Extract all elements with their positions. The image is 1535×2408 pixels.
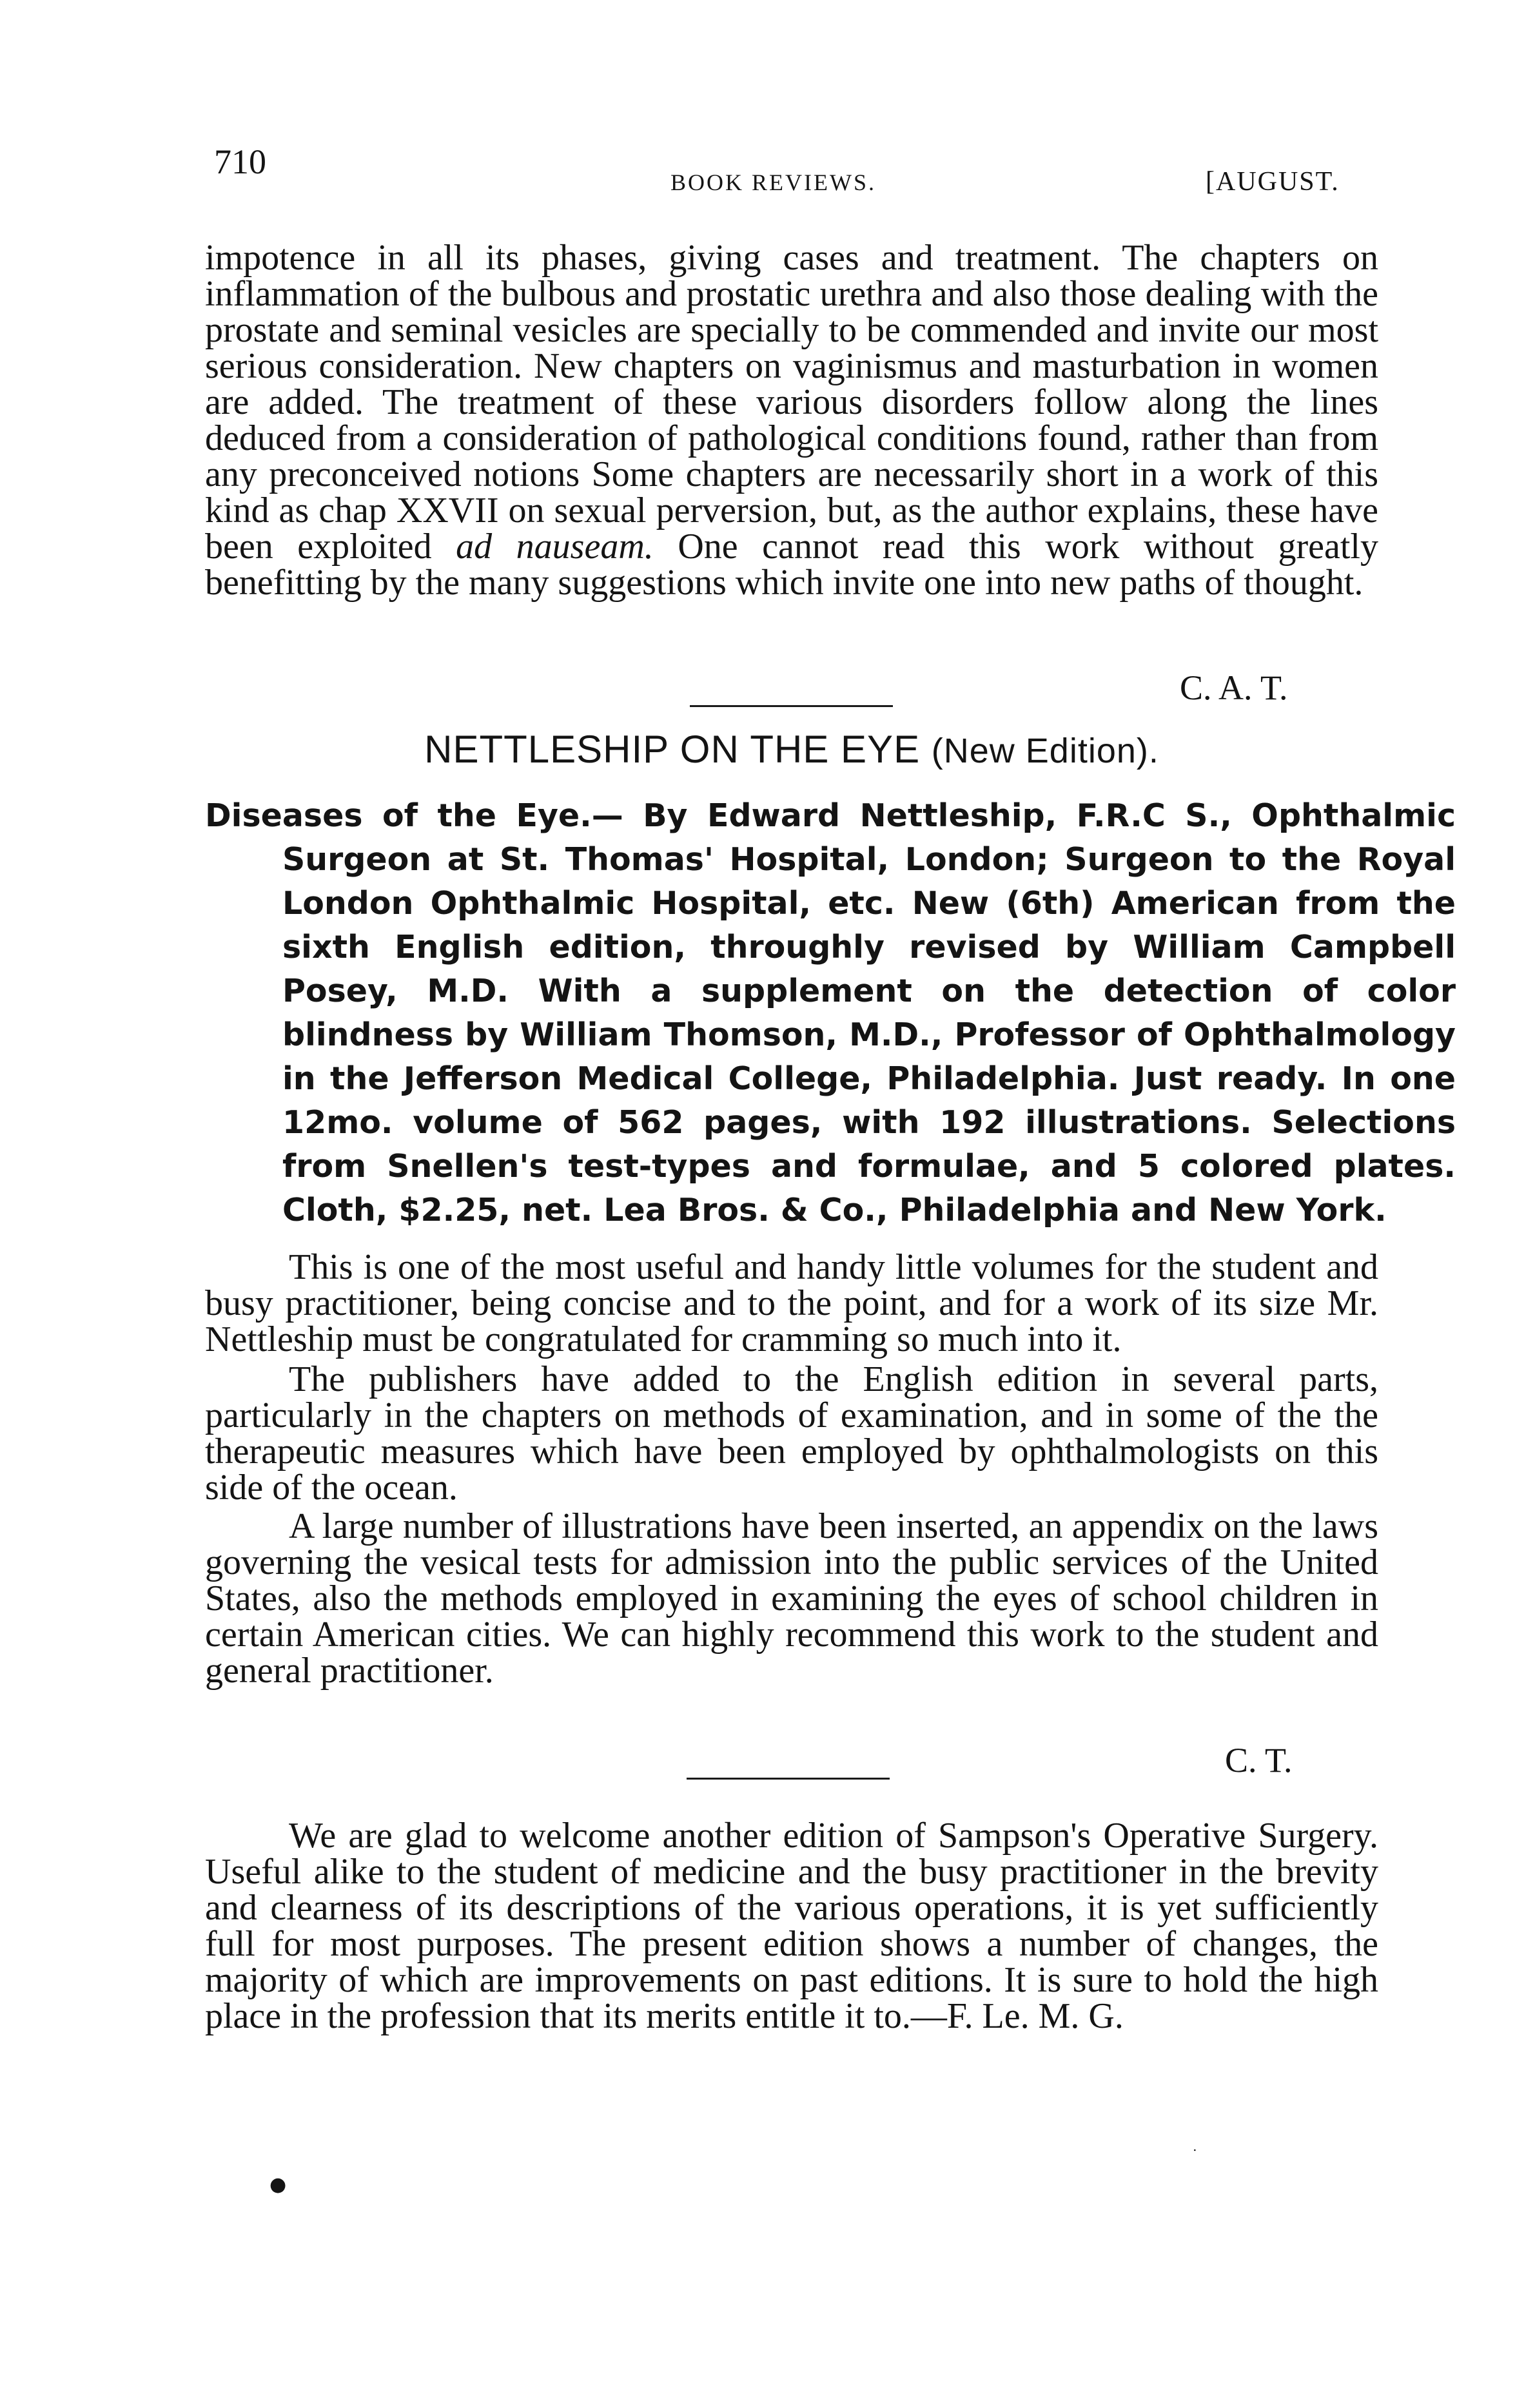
review-two-title: NETTLESHIP ON THE EYE (424, 728, 921, 771)
running-month: [AUGUST. (1206, 167, 1340, 197)
review-two-body (205, 1249, 1378, 1689)
review-two-paragraph-3: A large number of illustrations have been inserted, an appendix on the laws governing the vesical tests for admission into the public services of the United States, also the methods employed in examining the eyes of school children in certain American cities. We can highly recommend this work to the student and general practitioner. (205, 1506, 1378, 1691)
review-one-signature: C. A. T. (1180, 668, 1288, 707)
review-one-text: impotence in all its phases, giving cases and treatment. The chapters on inflammation of the bulbous and prostatic urethra and also those dealing with the prostate and seminal vesicles are specially to be commended and invite our most serious consideration. New chapters on vaginismus and masturbation in women are added. The treatment of these various disorders follow along the lines deduced from a consideration of pathological conditions found, rather than from any preconceived notions Some chapters are necessarily short in a work of this kind as chap XXVII on sexual perversion, but, as the author explains, these have been exploited (205, 238, 1378, 567)
running-title: BOOK REVIEWS. (670, 170, 876, 195)
review-two-citation: Diseases of the Eye.— By Edward Nettleship, F.R.C S., Ophthalmic Surgeon at St. Thomas' Hospital, London; Surgeon to the Royal London Ophthalmic Hospital, etc. New (6th) American from the sixth English edition, throughly revised by William Campbell Posey, M.D. With a supplement on the detection of color blindness by William Thomson, M.D., Professor of Ophthalmology in the Jefferson Medical College, Philadelphia. Just ready. In one 12mo. volume of 562 pages, with 192 illustrations. Selections from Snellen's test-types and formulae, and 5 colored plates. Cloth, $2.25, net. Lea Bros. & Co., Philadelphia and New York. (205, 797, 1456, 1228)
section-divider-2 (687, 1778, 890, 1780)
review-three (205, 1818, 1378, 2034)
review-one-text-end: One cannot read this work without greatly benefitting by the many suggestions which invite one into new paths of thought. (205, 527, 1378, 603)
review-one (205, 240, 1378, 601)
review-one-paragraph (205, 240, 1378, 601)
review-two-heading (205, 727, 1378, 772)
review-two-signature: C. T. (1225, 1741, 1293, 1780)
page-number: 710 (214, 142, 266, 181)
review-two-paragraph-1: This is one of the most useful and handy little volumes for the student and busy practitioner, being concise and to the point, and for a work of its size Mr. Nettleship must be congratulated for cramming so much into it. (205, 1247, 1378, 1359)
section-divider-1 (690, 705, 893, 707)
review-two-paragraph-2: The publishers have added to the English edition in several parts, particularly in the chapters on methods of examination, and in some of the the therapeutic measures which have been employed by ophthalmologists on this side of the ocean. (205, 1359, 1378, 1508)
ink-speck: ․ (1193, 2139, 1197, 2154)
review-two-edition: (New Edition). (931, 732, 1159, 770)
review-one-italic-phrase: ad nauseam. (456, 527, 654, 567)
ink-speck: ● (269, 2173, 287, 2196)
review-three-paragraph: We are glad to welcome another edition of Sampson's Operative Surgery. Useful alike to the student of medicine and the busy practitioner in the brevity and clearness of its descriptions of the various operations, it is yet sufficiently full for most purposes. The present edition shows a number of changes, the majority of which are improvements on past editions. It is sure to hold the high place in the profession that its merits entitle it to.—F. Le. M. G. (205, 1816, 1378, 2036)
